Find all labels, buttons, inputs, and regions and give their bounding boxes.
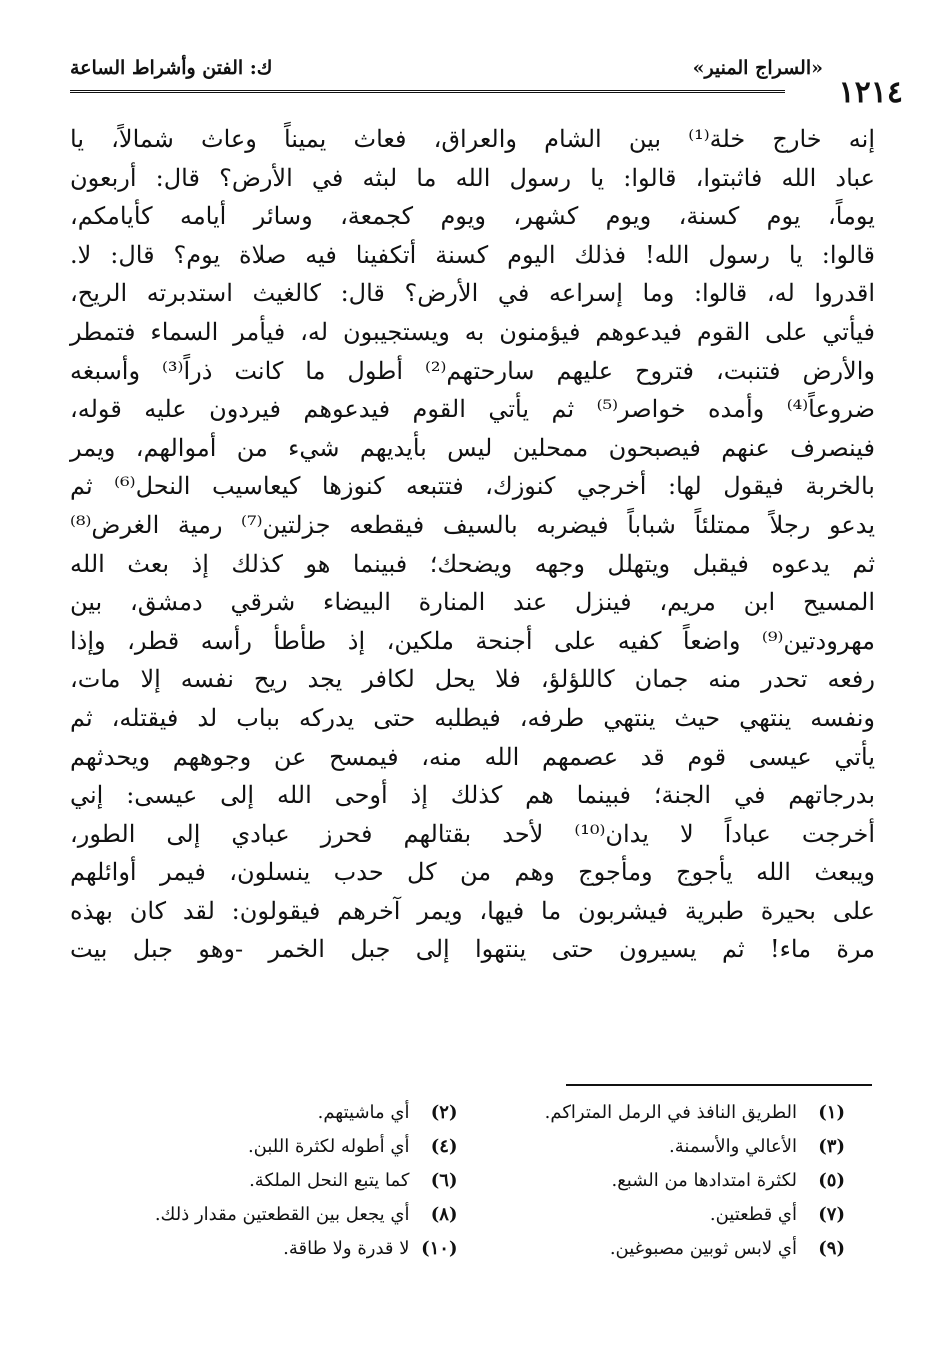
footnote-separator [566, 1084, 872, 1086]
footnote-number: (٧) [818, 1204, 845, 1225]
footnote-5 [458, 1164, 846, 1198]
footnote-row [70, 1232, 845, 1266]
text-line: مهرودتين⁽⁹⁾ واضعاً كفيه على أجنحة ملكين، إذ طأطأ رأسه قطر، وإذا [70, 626, 875, 655]
text-line: عباد الله فاثبتوا، قالوا: يا رسول الله ما لبثه في الأرض؟ قال: أربعون [70, 163, 875, 192]
footnote-9 [458, 1232, 846, 1266]
text-line: فيأتي على القوم فيدعوهم فيؤمنون به ويستجيبون له، فيأمر السماء فتمطر [70, 317, 875, 346]
footnote-7 [458, 1198, 846, 1232]
text-line: والأرض فتنبت، فتروح عليهم سارحتهم⁽²⁾ أطول ما كانت ذراً⁽³⁾ وأسبغه [70, 356, 875, 385]
page-number: ١٢١٤ [838, 75, 903, 110]
text-line: فينصرف عنهم فيصبحون ممحلين ليس بأيديهم شيء من أموالهم، ويمر [70, 433, 875, 462]
footnote-number: (٣) [818, 1136, 845, 1157]
text-line: يدعو رجلاً ممتلئاً شباباً فيضربه بالسيف فيقطعه جزلتين⁽⁷⁾ رمية الغرض⁽⁸⁾ [70, 510, 875, 539]
text-line: ونفسه ينتهي حيث ينتهي طرفه، فيطلبه حتى يدركه بباب لد فيقتله، ثم [70, 703, 875, 732]
book-title: «السراج المنير» [692, 57, 823, 79]
text-line: ضروعاً⁽⁴⁾ وأمده خواصر⁽⁵⁾ ثم يأتي القوم فيدعوهم فيردون عليه قوله، [70, 395, 875, 424]
text-line: يأتي عيسى قوم قد عصمهم الله منه، فيمسح عن وجوههم ويحدثهم [70, 742, 875, 771]
footnote-text: لكثرة امتدادها من الشبع. [611, 1170, 797, 1191]
footnote-row [70, 1096, 845, 1130]
chapter-title: ك: الفتن وأشراط الساعة [70, 57, 273, 79]
body-text [70, 120, 875, 969]
footnotes [70, 1096, 845, 1266]
footnote-number: (٤) [430, 1136, 458, 1157]
text-line: مرة ماء! ثم يسيرون حتى ينتهوا إلى جبل الخمر -وهو جبل بيت [70, 935, 875, 964]
footnote-text: أي قطعتين. [709, 1204, 797, 1225]
footnote-number: (٨) [430, 1204, 458, 1225]
text-line: قالوا: يا رسول الله! فذلك اليوم كسنة أتكفينا فيه صلاة يوم؟ قال: لا. [70, 240, 875, 269]
text-line: يوماً، يوم كسنة، ويوم كشهر، ويوم كجمعة، وسائر أيامه كأيامكم، [70, 202, 875, 231]
text-line: بالخربة فيقول لها: أخرجي كنوزك، فتتبعه كنوزها كيعاسيب النحل⁽⁶⁾ ثم [70, 472, 875, 501]
footnote-text: الأعالي والأسمنة. [669, 1136, 797, 1157]
page-header [70, 54, 903, 110]
text-line: المسيح ابن مريم، فينزل عند المنارة البيضاء شرقي دمشق، بين [70, 588, 875, 617]
footnote-number: (١) [818, 1102, 845, 1123]
footnote-row [70, 1164, 845, 1198]
footnote-2 [70, 1096, 458, 1130]
footnote-text: لا قدرة ولا طاقة. [283, 1238, 410, 1259]
footnote-number: (٩) [818, 1238, 845, 1259]
footnote-8 [70, 1198, 458, 1232]
footnote-4 [70, 1130, 458, 1164]
footnote-row [70, 1198, 845, 1232]
footnote-number: (٢) [430, 1102, 458, 1123]
header-rule [70, 90, 785, 93]
text-line: إنه خارج خلة⁽¹⁾ بين الشام والعراق، فعاث يميناً وعاث شمالاً، يا [70, 125, 875, 153]
footnote-row [70, 1130, 845, 1164]
footnote-text: كما يتبع النحل الملكة. [249, 1170, 410, 1191]
text-line: أخرجت عباداً لا يدان⁽¹⁰⁾ لأحد بقتالهم فحرز عبادي إلى الطور، [70, 819, 875, 848]
footnote-1 [458, 1096, 846, 1130]
text-line: رفعه تحدر منه جمان كاللؤلؤ، فلا يحل لكافر يجد ريح نفسه إلا مات، [70, 665, 875, 694]
footnote-number: (٥) [818, 1170, 845, 1191]
footnote-10 [70, 1232, 458, 1266]
footnote-text: أي يجعل بين القطعتين مقدار ذلك. [154, 1204, 410, 1225]
footnote-text: أي لابس ثوبين مصبوغين. [609, 1238, 797, 1259]
footnote-3 [458, 1130, 846, 1164]
text-line: ويبعث الله يأجوج ومأجوج وهم من كل حدب ينسلون، فيمر أوائلهم [70, 858, 875, 887]
text-line: اقدروا له، قالوا: وما إسراعه في الأرض؟ قال: كالغيث استدبرته الريح، [70, 279, 875, 308]
footnote-number: (٦) [430, 1170, 458, 1191]
text-line: على بحيرة طبرية فيشربون ما فيها، ويمر آخرهم فيقولون: لقد كان بهذه [70, 896, 875, 925]
footnote-text: أي أطوله لكثرة اللبن. [247, 1136, 410, 1157]
footnote-6 [70, 1164, 458, 1198]
footnote-text: الطريق النافذ في الرمل المتراكم. [544, 1102, 797, 1123]
text-line: ثم يدعوه فيقبل ويتهلل وجهه ويضحك؛ فبينما هو كذلك إذ بعث الله [70, 549, 875, 578]
footnote-number: (١٠) [421, 1238, 458, 1259]
footnote-text: أي ماشيتهم. [317, 1102, 410, 1123]
text-line: بدرجاتهم في الجنة؛ فبينما هم كذلك إذ أوحى الله إلى عيسى: إني [70, 781, 875, 810]
